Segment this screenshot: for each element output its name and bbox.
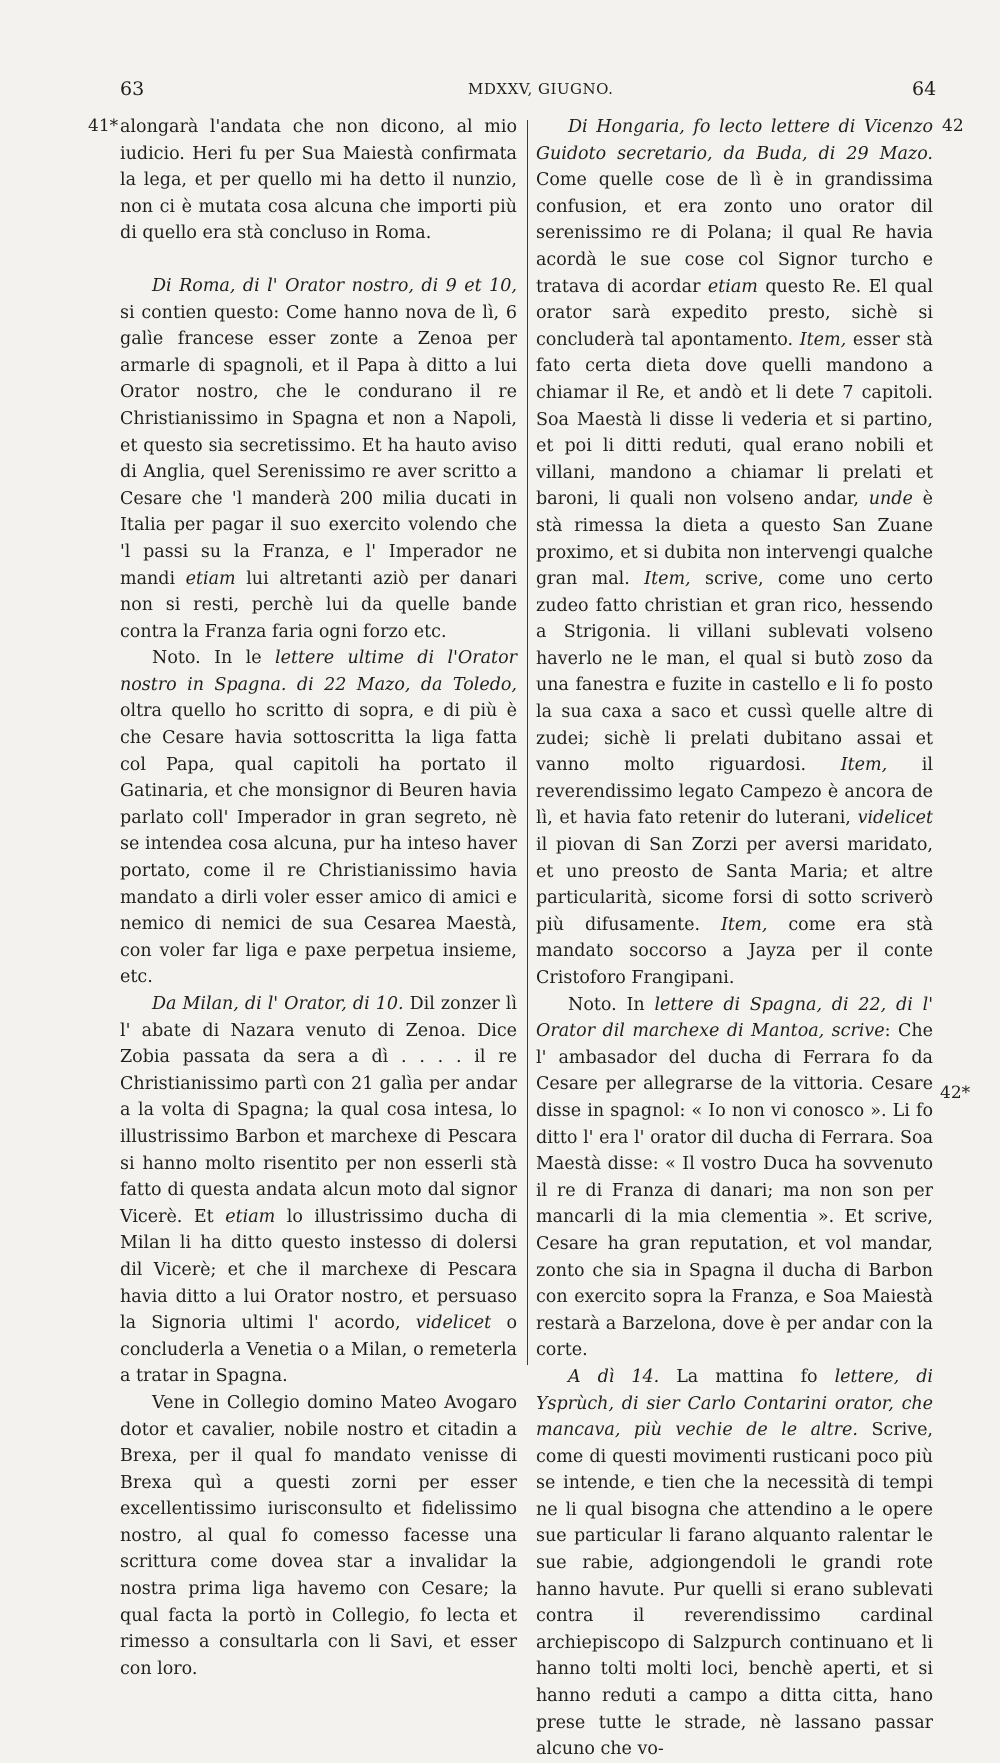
paragraph-r2 xyxy=(536,992,933,1364)
italic-run: Item, xyxy=(799,329,847,350)
italic-run: Di Roma, di l' Orator nostro, di 9 et 10, xyxy=(152,275,517,296)
italic-run: Da Milan, di l' Orator, di 10. xyxy=(152,994,404,1014)
text-run: La mattina fo xyxy=(659,1366,835,1387)
italic-run: Item, xyxy=(840,755,888,776)
margin-note-left: 41* xyxy=(88,116,119,136)
text-run: oltra quello ho scritto di sopra, e di più è che Cesare havia sottoscritta la liga fatta col Papa, qual capitoli ha portato il Gatinaria, et che monsignor di Beuren havia parlato coll' Imperador in gran segreto, nè se intendea cosa alcuna, pur ha inteso haver portato, come il re Christianissimo havia mandato a dirli voler esser amico di amici e nemico di nemici de sua Cesarea Maestà, con voler far liga e paxe perpetua insieme, etc. xyxy=(120,701,517,988)
text-run: come era stà mandato soccorso a Jayza per il conte Cristoforo Frangipani. xyxy=(536,914,933,988)
paragraph-p5 xyxy=(120,1390,517,1683)
italic-run: lettere, di Ysprùch, di sier Carlo Contarini orator, che mancava, più vechie de le altre. xyxy=(536,1366,933,1441)
text-run: Noto. In xyxy=(568,994,655,1015)
italic-run: Di Hongaria, fo lecto lettere di Vicenzo Guidoto secretario, da Buda, di 29 Mazo. xyxy=(536,117,933,164)
running-title: MDXXV, GIUGNO. xyxy=(468,80,614,98)
paragraph-p3 xyxy=(120,645,517,991)
italic-run: etiam xyxy=(707,276,758,297)
italic-run: lettere di Spagna, di 22, di l' Orator dil marchexe di Mantoa, scrive xyxy=(536,994,933,1042)
paragraph-p1 xyxy=(120,114,517,247)
italic-run: etiam xyxy=(185,568,236,589)
paragraph-p2 xyxy=(120,273,517,645)
italic-run: videlicet xyxy=(415,1313,492,1334)
text-run: Noto. In le xyxy=(152,648,275,669)
text-run: il piovan di San Zorzi per aversi maridato, et uno preosto de Santa Maria; et altre particularità, sicome forsi di sotto scriverò più difusamente. xyxy=(536,835,933,935)
paragraph-p4 xyxy=(120,991,517,1390)
page-header xyxy=(0,78,1000,102)
text-run: Come quelle cose de lì è in grandissima confusion, et era zonto uno orator dil serenissimo re di Polana; il qual Re havia acordà le sue cose col Signor turcho e tratava di acordar xyxy=(536,170,933,297)
column-divider xyxy=(527,120,528,1365)
page-number-left: 63 xyxy=(120,78,145,100)
margin-note-right-top: 42 xyxy=(942,116,964,136)
italic-run: A dì 14. xyxy=(568,1366,660,1387)
text-run: Vene in Collegio domino Mateo Avogaro dotor et cavalier, nobile nostro et citadin a Brexa, per il qual fo mandato venisse di Brexa quì a questi zorni per esser excellentissimo iurisconsulto et fidelissimo nostro, al qual fo comesso facesse una scrittura come dovea star a invalidar la nostra prima liga havemo con Cesare; la qual facta la portò in Collegio, fo lecta et rimesso a consultarla con li Savi, et esser con loro. xyxy=(120,1392,517,1679)
page-number-right: 64 xyxy=(912,78,937,100)
text-run: è stà rimessa la dieta a questo San Zuane proximo, et si dubita non intervengi qualche gran mal. xyxy=(536,489,933,590)
italic-run: Item, xyxy=(720,914,768,935)
text-run: : Che l' ambasador del ducha di Ferrara fo da Cesare per allegrarse de la vittoria. Cesare disse in spagnol: « Io non vi conosco ». Li fo ditto l' era l' orator dil ducha di Ferrara. Soa Maestà disse: « Il vostro Duca ha sovvenuto il re di Franza di danari; ma non son per mancarli di la mia clementia ». Et scrive, Cesare ha gran reputation, et vol mandar, zonto che sia in Spagna il ducha di Barbon con exercito sopra la Franza, e Soa Maiestà restarà a Barzelona, dove è per andar con la corte. xyxy=(536,1021,933,1361)
text-run: il reverendissimo legato Campezo è ancora de lì, et havia fato retenir do luterani, xyxy=(536,755,933,829)
text-run: alongarà l'andata che non dicono, al mio iudicio. Heri fu per Sua Maiestà confirmata la lega, et per quello mi ha detto il nunzio, non ci è mutata cosa alcuna che importi più di quello era stà concluso in Roma. xyxy=(120,117,517,244)
text-run: scrive, come uno certo zudeo fatto christian et gran rico, hessendo a Strigonia. li villani sublevati volseno haverlo ne le man, el qual si butò zoso da una fanestra e fuzite in castello e li fo posto la sua caxa a saco et cussì quelle altre di zudei; sichè li prelati dubitano assai et vanno molto riguardosi. xyxy=(536,569,933,776)
italic-run: lettere ultime di l'Orator nostro in Spagna. di 22 Mazo, da Toledo, xyxy=(120,648,517,695)
italic-run: etiam xyxy=(225,1206,276,1227)
italic-run: videlicet xyxy=(857,808,933,829)
text-run: lui altretanti aziò per danari non si resti, perchè lui da quelle bande contra la Franza faria ogni forzo etc. xyxy=(120,568,517,642)
left-column xyxy=(120,114,517,1682)
text-run: Scrive, come di questi movimenti rusticani poco più se intende, e tien che la necessità di tempi ne li qual bisogna che attendino a le opere sue particular li farano alquanto ralentar le sue rabie, adgiongendoli le grandi rote hanno havute. Pur quelli si erano sublevati contra il reverendissimo cardinal archiepiscopo di Salzpurch continuano et li hanno tolti molti loci, benchè aperti, et si hanno reduti a campo a ditta citta, hano prese tutte le strade, nè lassano passar alcuno che vo- xyxy=(536,1420,933,1760)
paragraph-r3 xyxy=(536,1364,933,1763)
text-run: si contien questo: Come hanno nova de lì, 6 galìe francese esser zonte a Zenoa per armarle di spagnoli, et il Papa à ditto a lui Orator nostro, che le condurano il re Christianissimo in Spagna et non a Napoli, et questo sia secretissimo. Et ha hauto aviso di Anglia, quel Serenissimo re aver scritto a Cesare che 'l manderà 200 milia ducati in Italia per pagar il suo exercito volendo che 'l passi su la Franza, e l' Imperador ne mandi xyxy=(120,302,517,589)
text-run: Dil zonzer lì l' abate di Nazara venuto di Zenoa. Dice Zobia passata da sera a dì . . . . il re Christianissimo partì con 21 galìa per andar a la volta di Spagna; la qual cosa intesa, lo illustrissimo Barbon et marchexe di Pescara si hanno molto risentito per non esserli stà fatto di questa andata alcun moto dal signor Vicerè. Et xyxy=(120,994,518,1227)
text-run: questo Re. El qual orator sarà expedito presto, sichè si concluderà tal apontamento. xyxy=(536,276,933,350)
italic-run: Item, xyxy=(644,569,691,590)
right-column xyxy=(536,114,933,1763)
italic-run: unde xyxy=(868,489,913,510)
paragraph-r1 xyxy=(536,114,933,992)
text-run: esser stà fato certa dieta dove quelli mandono a chiamar il Re, et andò et li dete 7 capitoli. Soa Maestà li disse li vederia et si partino, et poi li ditti reduti, qual erano nobili et villani, mandono a chiamar li prelati et baroni, li quali non volseno andar, xyxy=(536,329,933,510)
margin-note-right-bottom: 42* xyxy=(940,1083,971,1103)
text-run: o concluderla a Venetia o a Milan, o remeterla a tratar in Spagna. xyxy=(120,1313,517,1387)
text-run: lo illustrissimo ducha di Milan li ha ditto questo instesso di dolersi dil Vicerè; et che il marchexe di Pescara havia ditto a lui Orator nostro, et persuaso la Signoria ultimi l' acordo, xyxy=(120,1206,517,1334)
